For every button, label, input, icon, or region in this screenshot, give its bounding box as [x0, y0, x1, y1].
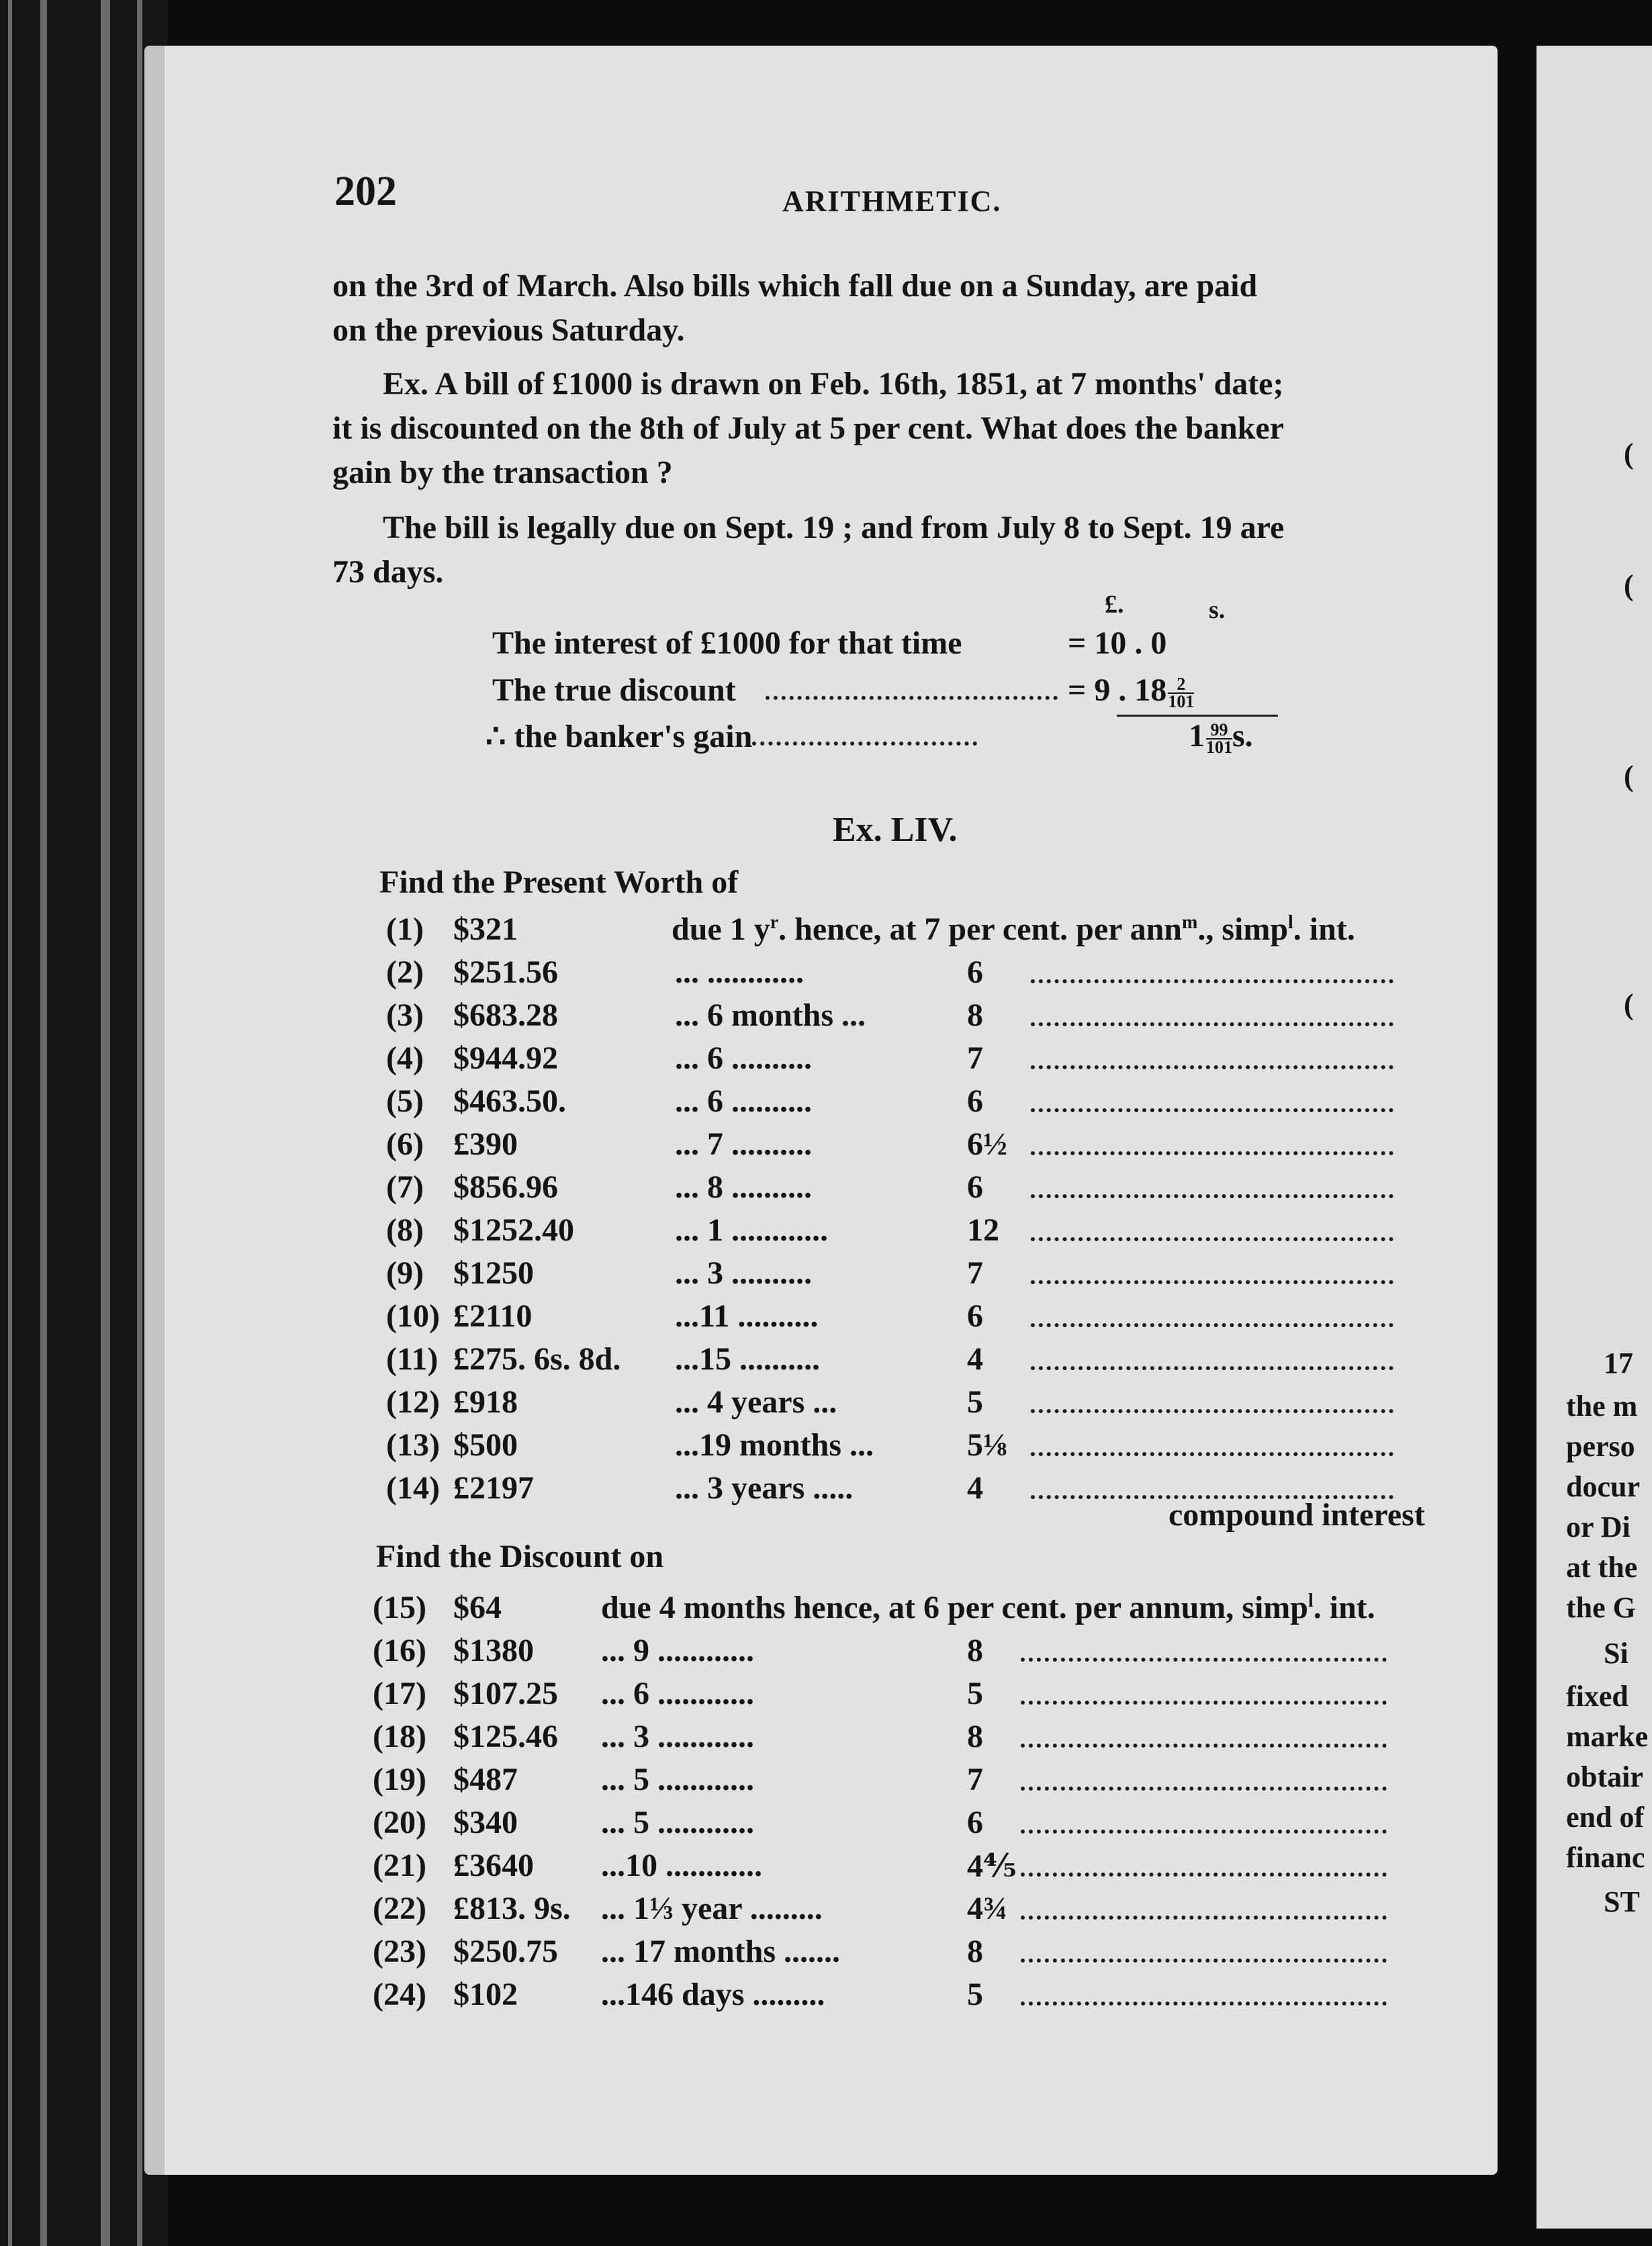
row-rate: 8 — [967, 1633, 983, 1668]
row-time: ... 5 ............ — [601, 1762, 754, 1797]
row-amount: $1252.40 — [453, 1212, 574, 1248]
row-amount: $500 — [453, 1427, 518, 1463]
row-rate: 6 — [967, 954, 983, 990]
row-rate: 5 — [967, 1384, 983, 1420]
row-number: (23) — [373, 1934, 426, 1969]
dot-leader — [1021, 1916, 1387, 1923]
row-amount: $463.50. — [453, 1083, 566, 1119]
row-rate: 6½ — [967, 1126, 1007, 1162]
row-time: ... 4 years ... — [675, 1384, 837, 1420]
row-rate: 6 — [967, 1083, 983, 1119]
page-number: 202 — [334, 169, 397, 214]
row-time: ... 3 ............ — [601, 1719, 754, 1754]
row-number: (13) — [386, 1427, 440, 1463]
row-time: ... ............ — [675, 954, 804, 990]
row-number: (1) — [386, 911, 424, 947]
dot-leader — [1031, 1323, 1393, 1331]
book-page — [144, 46, 1498, 2175]
row-amount: $64 — [453, 1590, 502, 1625]
row-rate: 7 — [967, 1255, 983, 1291]
row-rate: 8 — [967, 997, 983, 1033]
row-number: (16) — [373, 1633, 426, 1668]
facing-line: obtair — [1566, 1760, 1643, 1793]
row-time: ... 1⅓ year ......... — [601, 1891, 823, 1926]
discount-label: The true discount — [492, 672, 736, 708]
dot-leader — [1021, 1744, 1387, 1751]
dot-leader — [1031, 1022, 1393, 1030]
row-amount: £275. 6s. 8d. — [453, 1341, 621, 1377]
row-amount: £813. 9s. — [453, 1891, 571, 1926]
row-number: (24) — [373, 1977, 426, 2012]
row-amount: £918 — [453, 1384, 518, 1420]
row-number: (8) — [386, 1212, 424, 1248]
facing-line: or Di — [1566, 1511, 1631, 1543]
dot-leader — [1031, 979, 1393, 987]
row-time: ... 3 .......... — [675, 1255, 812, 1291]
row-number: (7) — [386, 1169, 424, 1205]
dot-leader — [1031, 1280, 1393, 1288]
row-number: (15) — [373, 1590, 426, 1625]
row-amount: $250.75 — [453, 1934, 558, 1969]
row-rate: 8 — [967, 1719, 983, 1754]
dot-leader — [1031, 1194, 1393, 1202]
dot-leader — [1021, 1701, 1387, 1708]
row-amount: $487 — [453, 1762, 518, 1797]
facing-line: the G — [1566, 1591, 1636, 1624]
row-amount: $321 — [453, 911, 518, 947]
row-amount: £2197 — [453, 1470, 534, 1506]
text-line: it is discounted on the 8th of July at 5 per cent. What does the banker — [332, 410, 1284, 446]
row-amount: $683.28 — [453, 997, 558, 1033]
row-number: (11) — [386, 1341, 439, 1377]
row-amount: $107.25 — [453, 1676, 558, 1711]
row-rate: 5 — [967, 1977, 983, 2012]
row-amount: £2110 — [453, 1298, 533, 1334]
row-time: ... 7 .......... — [675, 1126, 812, 1162]
row-number: (20) — [373, 1805, 426, 1840]
text-line: Ex. A bill of £1000 is drawn on Feb. 16th, 1851, at 7 months' date; — [383, 366, 1284, 402]
row-time: ... 5 ............ — [601, 1805, 754, 1840]
section-heading: Find the Present Worth of — [379, 864, 739, 900]
dot-leader — [1031, 1065, 1393, 1073]
row-amount: $856.96 — [453, 1169, 558, 1205]
dot-leader — [1021, 1873, 1387, 1880]
row-amount: £3640 — [453, 1848, 534, 1883]
row-rate: 4 — [967, 1470, 983, 1506]
row-time: ...11 .......... — [675, 1298, 819, 1334]
row-number: (4) — [386, 1040, 424, 1076]
text-line: on the previous Saturday. — [332, 312, 685, 348]
row-rate: 6 — [967, 1298, 983, 1334]
dot-leader — [1021, 1959, 1387, 1966]
row-number: (17) — [373, 1676, 426, 1711]
text-line: gain by the transaction ? — [332, 455, 673, 490]
column-header: due 1 $y^r$. hence, at 7 per cent. per ann$^m$., simp$^l$. int. — [672, 911, 1355, 947]
compound-label: compound interest — [1168, 1497, 1425, 1533]
row-time: ... 3 years ..... — [675, 1470, 854, 1506]
row-time: ... 8 .......... — [675, 1169, 812, 1205]
facing-page: ( ( ( ( 17 the m perso docur or Di at the the G Si fixed marke obtair end of financ ST — [1536, 46, 1652, 2229]
dot-leader — [1031, 1237, 1393, 1245]
row-number: (18) — [373, 1719, 426, 1754]
row-amount: $251.56 — [453, 954, 558, 990]
dot-leader — [1021, 1658, 1387, 1665]
row-amount: $102 — [453, 1977, 518, 2012]
row-rate: 4 — [967, 1341, 983, 1377]
row-amount: $1250 — [453, 1255, 534, 1291]
dot-leader — [1021, 1787, 1387, 1794]
gain-value: 1 $\frac{99}{101}$ s. — [1189, 718, 1253, 757]
row-time: ... 6 ............ — [601, 1676, 754, 1711]
dot-leader — [1031, 1409, 1393, 1417]
row-rate: 6 — [967, 1805, 983, 1840]
dot-leader — [1031, 1151, 1393, 1159]
row-rate: 5⅛ — [967, 1427, 1007, 1463]
dot-leader — [1021, 1830, 1387, 1837]
row-number: (14) — [386, 1470, 440, 1506]
row-number: (21) — [373, 1848, 426, 1883]
row-number: (12) — [386, 1384, 440, 1420]
row-amount: £390 — [453, 1126, 518, 1162]
text-line: 73 days. — [332, 554, 444, 590]
row-time: ... 1 ............ — [675, 1212, 828, 1248]
row-rate: 5 — [967, 1676, 983, 1711]
row-rate: 8 — [967, 1934, 983, 1969]
row-rate: 6 — [967, 1169, 983, 1205]
row-number: (22) — [373, 1891, 426, 1926]
discount-value: = 9 . 18 $\frac{2}{101}$ — [1068, 672, 1195, 711]
dot-leader — [1031, 1108, 1393, 1116]
row-time: ...15 .......... — [675, 1341, 820, 1377]
gain-label: ∴ the banker's gain — [486, 719, 753, 754]
row-time: ... 6 .......... — [675, 1040, 812, 1076]
book-binding — [0, 0, 168, 2246]
row-amount: $1380 — [453, 1633, 534, 1668]
facing-line: marke — [1566, 1720, 1649, 1753]
row-rate: 7 — [967, 1040, 983, 1076]
facing-line: at the — [1566, 1551, 1638, 1584]
row-time: ... 6 months ... — [675, 997, 866, 1033]
interest-value: = 10 . 0 — [1068, 625, 1167, 661]
row-time: ... 6 .......... — [675, 1083, 812, 1119]
facing-number: 17 — [1604, 1347, 1633, 1380]
facing-line: docur — [1566, 1470, 1640, 1503]
exercise-title: Ex. LIV. — [833, 811, 958, 849]
row-amount: $125.46 — [453, 1719, 558, 1754]
unit-pound: £. — [1105, 590, 1124, 619]
facing-line: the m — [1566, 1390, 1638, 1423]
row-time: ...146 days ......... — [601, 1977, 825, 2012]
row-number: (3) — [386, 997, 424, 1033]
facing-line: ST — [1604, 1885, 1640, 1918]
column-header: due 4 months hence, at 6 per cent. per annum, simp$^l$. int. — [601, 1590, 1375, 1625]
facing-line: financ — [1566, 1841, 1645, 1874]
row-number: (5) — [386, 1083, 424, 1119]
row-time: ... 17 months ....... — [601, 1934, 841, 1969]
unit-shilling: s. — [1209, 596, 1226, 624]
row-rate: 4¾ — [967, 1891, 1007, 1926]
facing-line: Si — [1604, 1637, 1628, 1670]
row-rate: 4⅘ — [967, 1848, 1017, 1884]
row-number: (19) — [373, 1762, 426, 1797]
row-number: (10) — [386, 1298, 440, 1334]
text-line: on the 3rd of March. Also bills which fall due on a Sunday, are paid — [332, 268, 1258, 304]
dot-leader — [1021, 2002, 1387, 2009]
running-head: ARITHMETIC. — [782, 185, 1002, 218]
row-time: ...19 months ... — [675, 1427, 874, 1463]
facing-line: perso — [1566, 1430, 1635, 1463]
row-rate: 12 — [967, 1212, 999, 1248]
row-rate: 7 — [967, 1762, 983, 1797]
dot-leader — [1031, 1366, 1393, 1374]
row-number: (6) — [386, 1126, 424, 1162]
section-heading: Find the Discount on — [376, 1539, 664, 1574]
row-time: ...10 ............ — [601, 1848, 762, 1883]
dot-leader — [1031, 1452, 1393, 1459]
facing-line: end of — [1566, 1801, 1645, 1834]
interest-label: The interest of £1000 for that time — [492, 625, 962, 661]
facing-line: fixed — [1566, 1680, 1628, 1713]
row-number: (2) — [386, 954, 424, 990]
row-number: (9) — [386, 1255, 424, 1291]
row-time: ... 9 ............ — [601, 1633, 754, 1668]
text-line: The bill is legally due on Sept. 19 ; and from July 8 to Sept. 19 are — [383, 510, 1285, 545]
row-amount: $340 — [453, 1805, 518, 1840]
row-amount: $944.92 — [453, 1040, 558, 1076]
